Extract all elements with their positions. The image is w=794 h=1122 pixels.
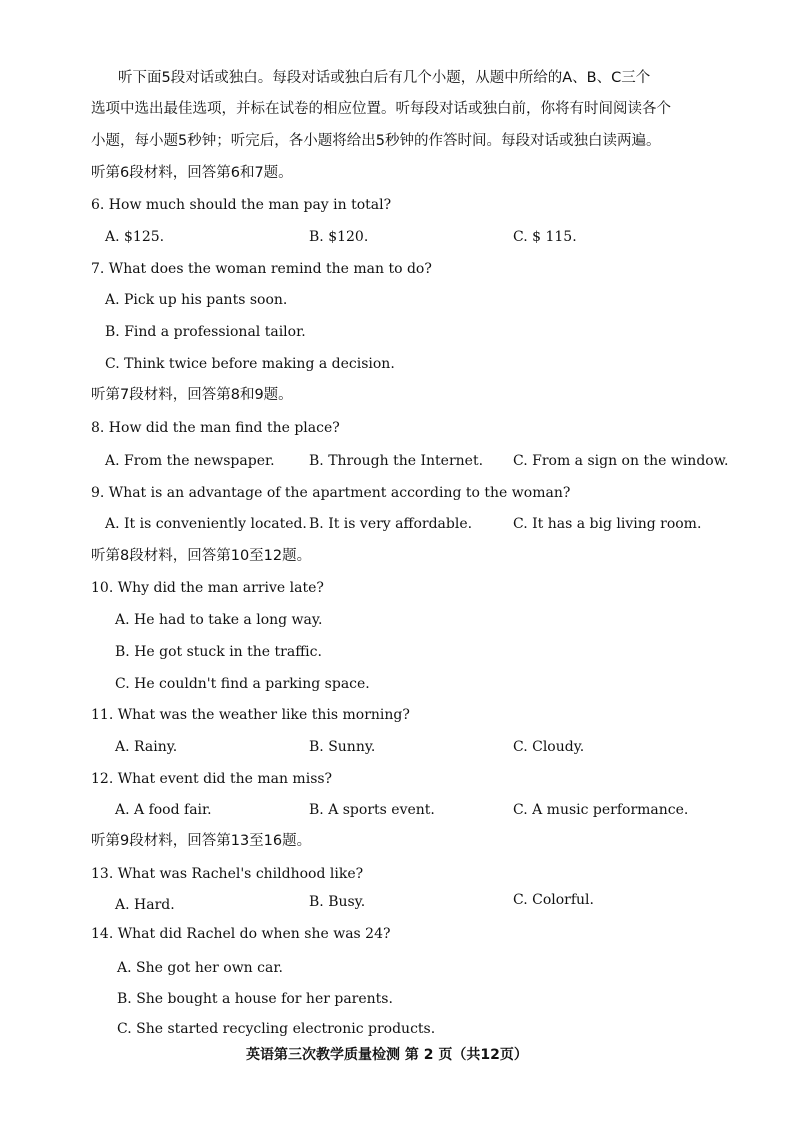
question-10-option-a: A. He had to take a long way. bbox=[115, 612, 323, 628]
question-8: 8. How did the man find the place? bbox=[91, 420, 340, 436]
question-9-option-c: C. It has a big living room. bbox=[513, 516, 702, 532]
question-8-option-c: C. From a sign on the window. bbox=[513, 453, 729, 469]
question-13-option-c: C. Colorful. bbox=[513, 892, 594, 908]
question-7: 7. What does the woman remind the man to do? bbox=[91, 261, 432, 277]
question-8-option-b: B. Through the Internet. bbox=[309, 453, 484, 469]
question-12-option-c: C. A music performance. bbox=[513, 802, 689, 818]
question-11-option-a: A. Rainy. bbox=[115, 739, 178, 755]
question-6-option-a: A. $125. bbox=[105, 229, 165, 245]
question-14-option-b: B. She bought a house for her parents. bbox=[117, 991, 393, 1007]
section-9-heading: 听第9段材料，回答第13至16题。 bbox=[91, 833, 312, 849]
question-10-option-c: C. He couldn't find a parking space. bbox=[115, 676, 370, 692]
question-14: 14. What did Rachel do when she was 24? bbox=[91, 926, 391, 942]
question-10-option-b: B. He got stuck in the traffic. bbox=[115, 644, 322, 660]
section-8-heading: 听第8段材料，回答第10至12题。 bbox=[91, 548, 312, 564]
instruction-line-3: 小题，每小题5秒钟；听完后，各小题将给出5秒钟的作答时间。每段对话或独白读两遍。 bbox=[91, 133, 661, 149]
question-11-option-b: B. Sunny. bbox=[309, 739, 376, 755]
question-11-option-c: C. Cloudy. bbox=[513, 739, 585, 755]
question-9-option-a: A. It is conveniently located. bbox=[105, 516, 307, 532]
question-10: 10. Why did the man arrive late? bbox=[91, 580, 324, 596]
instruction-line-1: 听下面5段对话或独白。每段对话或独白后有几个小题，从题中所给的A、B、C三个 bbox=[118, 70, 651, 86]
instruction-line-2: 选项中选出最佳选项，并标在试卷的相应位置。听每段对话或独白前，你将有时间阅读各个 bbox=[91, 101, 671, 117]
question-8-option-a: A. From the newspaper. bbox=[105, 453, 275, 469]
question-9: 9. What is an advantage of the apartment according to the woman? bbox=[91, 485, 571, 501]
section-6-heading: 听第6段材料，回答第6和7题。 bbox=[91, 165, 293, 181]
section-7-heading: 听第7段材料，回答第8和9题。 bbox=[91, 387, 293, 403]
question-12: 12. What event did the man miss? bbox=[91, 771, 333, 787]
page-footer: 英语第三次教学质量检测 第 2 页（共12页） bbox=[246, 1047, 528, 1063]
question-14-option-c: C. She started recycling electronic products. bbox=[117, 1021, 436, 1037]
question-6-option-b: B. $120. bbox=[309, 229, 369, 245]
question-7-option-b: B. Find a professional tailor. bbox=[105, 324, 306, 340]
question-6-option-c: C. $ 115. bbox=[513, 229, 577, 245]
question-7-option-a: A. Pick up his pants soon. bbox=[105, 292, 288, 308]
question-13-option-b: B. Busy. bbox=[309, 894, 366, 910]
question-7-option-c: C. Think twice before making a decision. bbox=[105, 356, 395, 372]
question-12-option-a: A. A food fair. bbox=[115, 802, 212, 818]
question-13-option-a: A. Hard. bbox=[115, 897, 175, 913]
question-6: 6. How much should the man pay in total? bbox=[91, 197, 392, 213]
question-14-option-a: A. She got her own car. bbox=[117, 960, 283, 976]
question-9-option-b: B. It is very affordable. bbox=[309, 516, 473, 532]
question-11: 11. What was the weather like this morning? bbox=[91, 707, 410, 723]
question-13: 13. What was Rachel's childhood like? bbox=[91, 866, 364, 882]
question-12-option-b: B. A sports event. bbox=[309, 802, 435, 818]
